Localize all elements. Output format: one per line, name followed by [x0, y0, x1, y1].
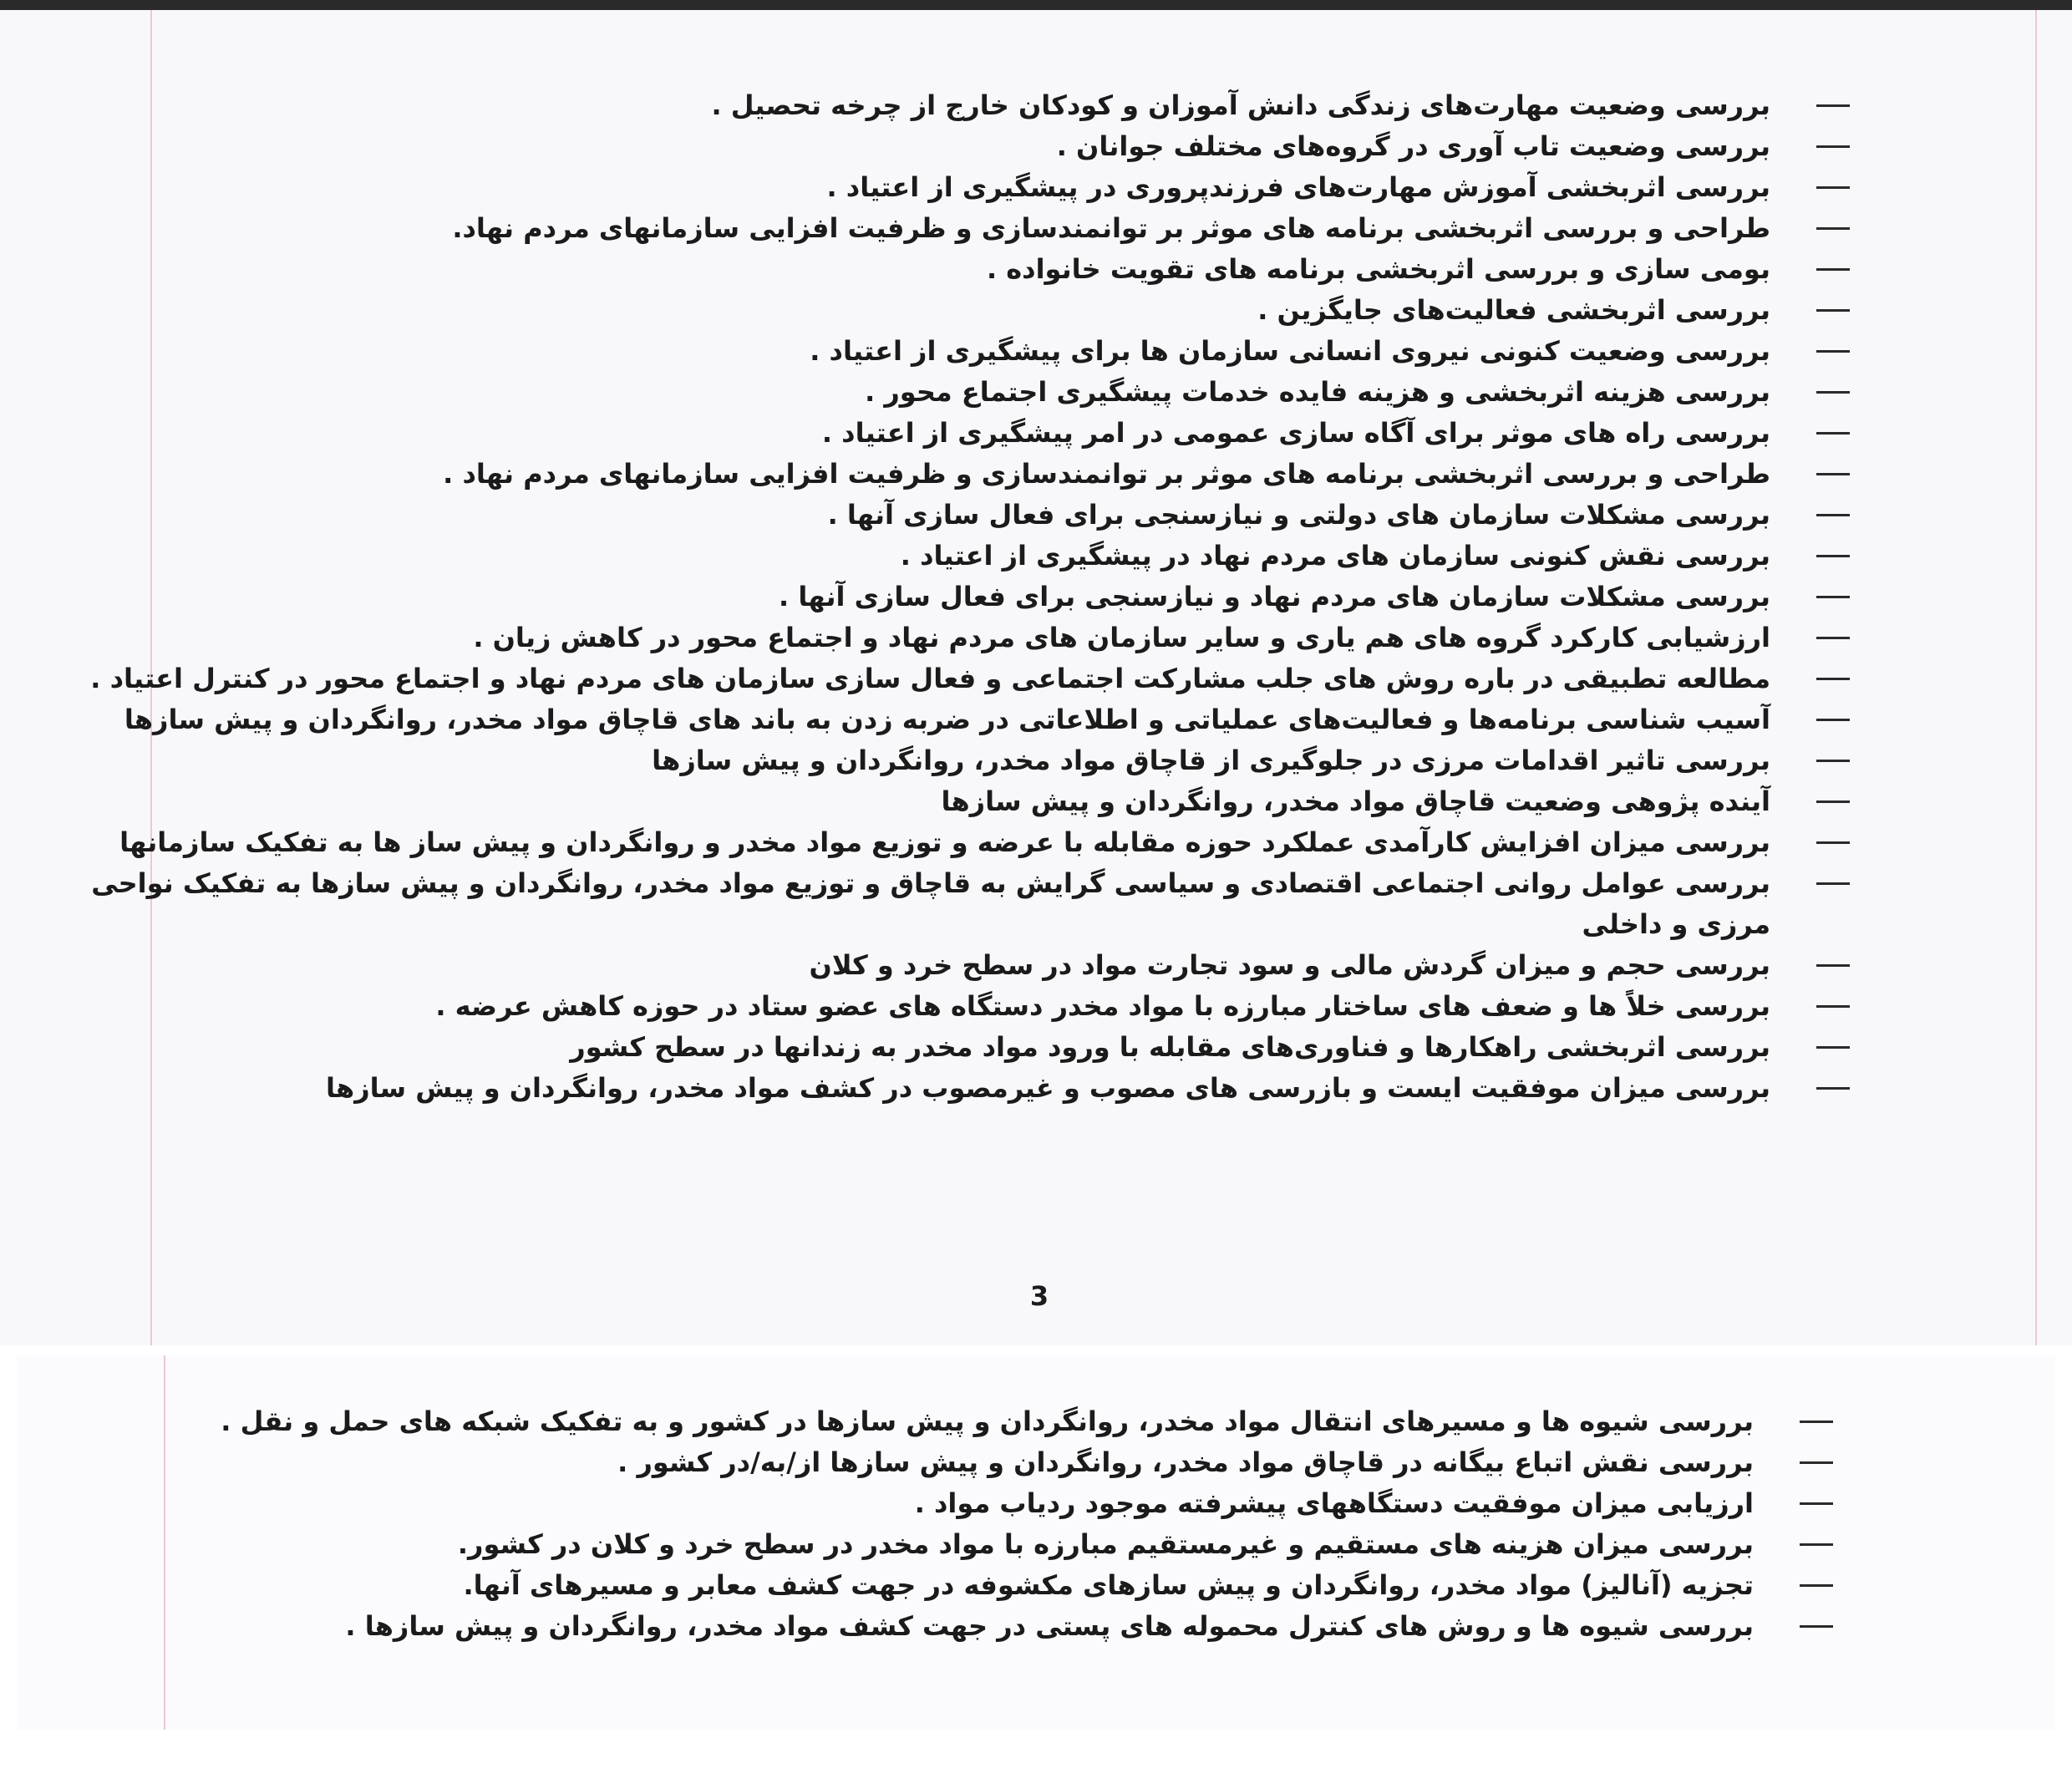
- document-page-one: [0, 10, 2072, 1345]
- list-item-text: آینده پژوهی وضعیت قاچاق مواد مخدر، روانگردان و پیش سازها: [941, 785, 1770, 817]
- dash-bullet-icon: [1816, 350, 1850, 353]
- list-item: [87, 577, 1850, 618]
- list-item-text: بررسی مشکلات سازمان های دولتی و نیازسنجی برای فعال سازی آنها .: [827, 499, 1770, 531]
- list-item: [87, 781, 1850, 822]
- list-item-text: آسیب شناسی برنامه‌ها و فعالیت‌های عملیاتی و اطلاعاتی در ضربه زدن به باند های قاچاق مواد مخدر، روانگردان و پیش سازها: [124, 704, 1770, 735]
- list-item-text: ارزشیابی کارکرد گروه های هم یاری و سایر سازمان های مردم نهاد و اجتماع محور در کاهش زیان .: [473, 622, 1770, 653]
- list-item-text: بررسی وضعیت مهارت‌های زندگی دانش آموزان و کودکان خارج از چرخه تحصیل .: [711, 89, 1770, 121]
- list-item: [87, 618, 1850, 658]
- list-item-text: طراحی و بررسی اثربخشی برنامه های موثر بر توانمندسازی و ظرفیت افزایی سازمانهای مردم نهاد.: [452, 212, 1770, 244]
- list-item: [70, 1401, 1833, 1442]
- dash-bullet-icon: [1816, 882, 1850, 885]
- list-item-text: بررسی اثربخشی راهکارها و فناوری‌های مقابله با ورود مواد مخدر به زندانها در سطح کشور: [570, 1031, 1770, 1063]
- list-item-text: بومی سازی و بررسی اثربخشی برنامه های تقویت خانواده .: [986, 253, 1770, 285]
- research-topic-list: [87, 85, 1850, 1109]
- list-item-text: بررسی نقش کنونی سازمان های مردم نهاد در پیشگیری از اعتیاد .: [900, 540, 1770, 572]
- dash-bullet-icon: [1816, 309, 1850, 312]
- dash-bullet-icon: [1816, 800, 1850, 803]
- list-item: [87, 85, 1850, 126]
- dash-bullet-icon: [1816, 227, 1850, 230]
- list-item: [70, 1483, 1833, 1524]
- list-item: [87, 740, 1850, 781]
- list-item: [70, 1442, 1833, 1483]
- list-item-text: بررسی حجم و میزان گردش مالی و سود تجارت مواد در سطح خرد و کلان: [809, 949, 1770, 981]
- dash-bullet-icon: [1800, 1502, 1833, 1505]
- list-item-text: بررسی شیوه ها و مسیرهای انتقال مواد مخدر، روانگردان و پیش سازها در کشور و به تفکیک شبکه های حمل و نقل .: [221, 1405, 1754, 1437]
- list-item: [70, 1524, 1833, 1565]
- list-item: [87, 290, 1850, 331]
- list-item: [87, 495, 1850, 536]
- dash-bullet-icon: [1800, 1421, 1833, 1423]
- list-item: [87, 945, 1850, 986]
- list-item-text: بررسی اثربخشی آموزش مهارت‌های فرزندپروری در پیشگیری از اعتیاد .: [826, 171, 1770, 203]
- dash-bullet-icon: [1816, 596, 1850, 598]
- list-item: [87, 986, 1850, 1027]
- margin-line: [2035, 10, 2037, 1345]
- list-item-text: بررسی شیوه ها و روش های کنترل محموله های پستی در جهت کشف مواد مخدر، روانگردان و پیش سازها .: [345, 1610, 1754, 1642]
- research-topic-list-continued: [70, 1401, 1833, 1647]
- list-item: [70, 1565, 1833, 1606]
- list-item-text: بررسی خلاً ها و ضعف های ساختار مبارزه با مواد مخدر دستگاه های عضو ستاد در حوزه کاهش عرضه .: [435, 990, 1770, 1022]
- dash-bullet-icon: [1816, 473, 1850, 475]
- list-item-text: بررسی راه های موثر برای آگاه سازی عمومی در امر پیشگیری از اعتیاد .: [821, 417, 1770, 449]
- dash-bullet-icon: [1816, 555, 1850, 557]
- list-item-text: بررسی میزان هزینه های مستقیم و غیرمستقیم مبارزه با مواد مخدر در سطح خرد و کلان در کشور.: [457, 1528, 1754, 1560]
- list-item-text: تجزیه (آنالیز) مواد مخدر، روانگردان و پیش سازهای مکشوفه در جهت کشف معابر و مسیرهای آنها.: [463, 1569, 1754, 1601]
- dash-bullet-icon: [1816, 1005, 1850, 1008]
- dash-bullet-icon: [1816, 1087, 1850, 1090]
- dash-bullet-icon: [1816, 432, 1850, 435]
- dash-bullet-icon: [1800, 1584, 1833, 1587]
- list-item-text: بررسی میزان افزایش کارآمدی عملکرد حوزه مقابله با عرضه و توزیع مواد مخدر و روانگردان و پیش ساز ها به تفکیک سازمانها: [119, 826, 1770, 858]
- list-item: [87, 1027, 1850, 1068]
- list-item: [87, 536, 1850, 577]
- dash-bullet-icon: [1816, 186, 1850, 189]
- list-item: [87, 863, 1850, 945]
- list-item: [87, 331, 1850, 372]
- dash-bullet-icon: [1816, 841, 1850, 844]
- scan-top-edge: [0, 0, 2072, 10]
- list-item: [87, 126, 1850, 167]
- dash-bullet-icon: [1816, 1046, 1850, 1049]
- dash-bullet-icon: [1816, 678, 1850, 680]
- dash-bullet-icon: [1816, 391, 1850, 394]
- dash-bullet-icon: [1816, 760, 1850, 762]
- dash-bullet-icon: [1816, 637, 1850, 639]
- list-item-text: بررسی میزان موفقیت ایست و بازرسی های مصوب و غیرمصوب در کشف مواد مخدر، روانگردان و پیش سازها: [326, 1072, 1770, 1104]
- dash-bullet-icon: [1816, 719, 1850, 721]
- list-item-text: بررسی وضعیت تاب آوری در گروه‌های مختلف جوانان .: [1056, 130, 1770, 162]
- list-item-text: بررسی هزینه اثربخشی و هزینه فایده خدمات پیشگیری اجتماع محور .: [865, 376, 1770, 408]
- dash-bullet-icon: [1816, 964, 1850, 967]
- list-item: [87, 822, 1850, 863]
- dash-bullet-icon: [1816, 104, 1850, 107]
- list-item: [87, 658, 1850, 699]
- list-item: [87, 413, 1850, 454]
- list-item-text: ارزیابی میزان موفقیت دستگاههای پیشرفته موجود ردیاب مواد .: [914, 1487, 1754, 1519]
- dash-bullet-icon: [1816, 514, 1850, 516]
- dash-bullet-icon: [1800, 1461, 1833, 1464]
- list-item: [87, 699, 1850, 740]
- list-item: [87, 372, 1850, 413]
- list-item-text: بررسی مشکلات سازمان های مردم نهاد و نیازسنجی برای فعال سازی آنها .: [779, 581, 1770, 612]
- document-page-two: [17, 1355, 2055, 1730]
- list-item-text: طراحی و بررسی اثربخشی برنامه های موثر بر توانمندسازی و ظرفیت افزایی سازمانهای مردم نهاد .: [443, 458, 1770, 490]
- list-item: [87, 1068, 1850, 1109]
- list-item: [87, 249, 1850, 290]
- list-item-text: بررسی عوامل روانی اجتماعی اقتصادی و سیاسی گرایش به قاچاق و توزیع مواد مخدر، روانگردان و پیش سازها به تفکیک نواحی مرزی و داخلی: [91, 867, 1770, 940]
- dash-bullet-icon: [1800, 1625, 1833, 1628]
- list-item: [87, 208, 1850, 249]
- list-item-text: مطالعه تطبیقی در باره روش های جلب مشارکت اجتماعی و فعال سازی سازمان های مردم نهاد و اجتماع محور در کنترل اعتیاد .: [90, 663, 1770, 694]
- list-item: [87, 167, 1850, 208]
- list-item-text: بررسی تاثیر اقدامات مرزی در جلوگیری از قاچاق مواد مخدر، روانگردان و پیش سازها: [652, 745, 1770, 776]
- list-item-text: بررسی نقش اتباع بیگانه در قاچاق مواد مخدر، روانگردان و پیش سازها از/به/در کشور .: [617, 1446, 1754, 1478]
- dash-bullet-icon: [1816, 268, 1850, 271]
- page-number: 3: [1029, 1280, 1049, 1312]
- dash-bullet-icon: [1816, 145, 1850, 148]
- list-item: [70, 1606, 1833, 1647]
- list-item-text: بررسی اثربخشی فعالیت‌های جایگزین .: [1257, 294, 1770, 326]
- dash-bullet-icon: [1800, 1543, 1833, 1546]
- list-item-text: بررسی وضعیت کنونی نیروی انسانی سازمان ها برای پیشگیری از اعتیاد .: [810, 335, 1770, 367]
- list-item: [87, 454, 1850, 495]
